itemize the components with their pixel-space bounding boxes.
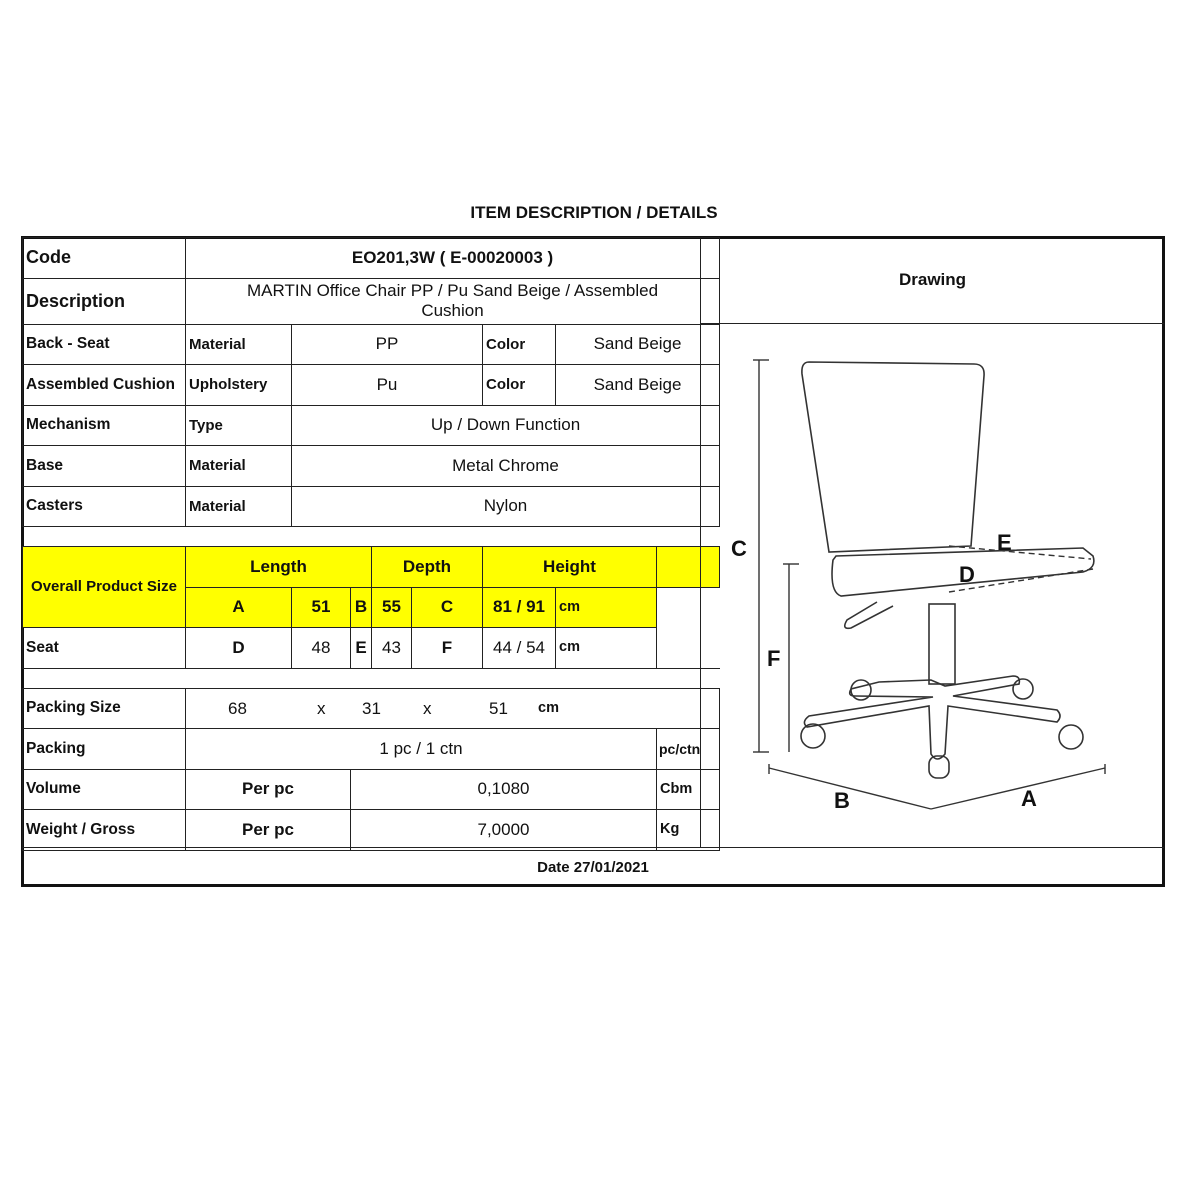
- caster-1: [801, 724, 825, 748]
- seat-label: Seat: [23, 628, 186, 669]
- spec-table: [22, 237, 720, 851]
- drawing-header: Drawing: [700, 237, 1164, 324]
- cushion-color-label: Color: [483, 365, 556, 406]
- volume-per: Per pc: [186, 769, 351, 810]
- base-label: Base: [23, 446, 186, 487]
- depth-header: Depth: [372, 547, 483, 588]
- base-attr: Material: [186, 446, 292, 487]
- mechanism-label: Mechanism: [23, 405, 186, 446]
- casters-label: Casters: [23, 486, 186, 527]
- code-label: Code: [23, 238, 186, 279]
- back-seat-attr: Material: [186, 324, 292, 365]
- caster-2: [851, 680, 871, 700]
- weight-label: Weight / Gross: [23, 810, 186, 851]
- dim-f-letter: F: [412, 628, 483, 669]
- casters-value: Nylon: [292, 486, 720, 527]
- dim-f-value: 44 / 54: [483, 628, 556, 669]
- weight-unit: Kg: [657, 810, 720, 851]
- packing-size-cell: [186, 688, 720, 729]
- base-value: Metal Chrome: [292, 446, 720, 487]
- overall-unit: cm: [556, 587, 657, 628]
- document-date: Date 27/01/2021: [22, 847, 1164, 886]
- document-title: ITEM DESCRIPTION / DETAILS: [470, 203, 718, 222]
- weight-value: 7,0000: [351, 810, 657, 851]
- volume-row: [23, 769, 720, 810]
- weight-row: [23, 810, 720, 851]
- dim-d-drawing-label: D: [959, 562, 975, 587]
- casters-row: [23, 486, 720, 527]
- back-seat-row: [23, 324, 720, 365]
- dim-d-value: 48: [292, 628, 351, 669]
- chair-base: [804, 676, 1060, 759]
- packing-x2: x: [423, 699, 432, 719]
- cushion-value: Pu: [292, 365, 483, 406]
- spacer-row-2: [23, 668, 720, 688]
- mechanism-row: [23, 405, 720, 446]
- volume-unit: Cbm: [657, 769, 720, 810]
- dim-b-drawing-label: B: [834, 788, 850, 813]
- dim-a-value: 51: [292, 587, 351, 628]
- cushion-row: [23, 365, 720, 406]
- volume-value: 0,1080: [351, 769, 657, 810]
- chair-column: [929, 604, 955, 684]
- packing-unit: pc/ctn: [657, 729, 720, 770]
- description-value: MARTIN Office Chair PP / Pu Sand Beige / Assembled Cushion: [186, 278, 720, 324]
- packing-label: Packing: [23, 729, 186, 770]
- dim-e-drawing-label: E: [997, 530, 1012, 555]
- cushion-attr: Upholstery: [186, 365, 292, 406]
- dim-a-drawing-label: A: [1021, 786, 1037, 811]
- length-header: Length: [186, 547, 372, 588]
- dim-b-letter: B: [351, 587, 372, 628]
- seat-unit: cm: [556, 628, 657, 669]
- mechanism-value: Up / Down Function: [292, 405, 720, 446]
- volume-label: Volume: [23, 769, 186, 810]
- back-seat-color-label: Color: [483, 324, 556, 365]
- packing-row: [23, 729, 720, 770]
- chair-drawing: [701, 324, 1165, 847]
- packing-size-row: [23, 688, 720, 729]
- height-header: Height: [483, 547, 657, 588]
- dim-e-value: 43: [372, 628, 412, 669]
- chair-backrest: [802, 362, 984, 552]
- weight-per: Per pc: [186, 810, 351, 851]
- back-seat-value: PP: [292, 324, 483, 365]
- packing-length: 68: [228, 699, 247, 719]
- cushion-label: Assembled Cushion: [23, 365, 186, 406]
- caster-3: [1059, 725, 1083, 749]
- packing-width: 31: [362, 699, 381, 719]
- casters-attr: Material: [186, 486, 292, 527]
- dim-c-letter: C: [412, 587, 483, 628]
- dim-c-drawing-label: C: [731, 536, 747, 561]
- dim-f-drawing-label: F: [767, 646, 781, 671]
- packing-height: 51: [489, 699, 508, 719]
- packing-size-label: Packing Size: [23, 688, 186, 729]
- dim-c-value: 81 / 91: [483, 587, 556, 628]
- code-row: [23, 238, 720, 279]
- description-row: [23, 278, 720, 324]
- overall-size-label: Overall Product Size: [23, 547, 186, 628]
- back-seat-color: Sand Beige: [556, 324, 720, 365]
- dim-a-letter: A: [186, 587, 292, 628]
- chair-lever: [845, 602, 893, 628]
- overall-header-row: [23, 547, 720, 588]
- dim-b-value: 55: [372, 587, 412, 628]
- packing-x1: x: [317, 699, 326, 719]
- spacer-row: [23, 527, 720, 547]
- dim-e-letter: E: [351, 628, 372, 669]
- drawing-panel: [700, 324, 1164, 847]
- mechanism-attr: Type: [186, 405, 292, 446]
- dim-d-letter: D: [186, 628, 292, 669]
- packing-value: 1 pc / 1 ctn: [186, 729, 657, 770]
- back-seat-label: Back - Seat: [23, 324, 186, 365]
- seat-row: [23, 628, 720, 669]
- base-row: [23, 446, 720, 487]
- description-label: Description: [23, 278, 186, 324]
- packing-size-unit: cm: [538, 700, 559, 717]
- caster-4: [1013, 679, 1033, 699]
- cushion-color: Sand Beige: [556, 365, 720, 406]
- code-value: EO201,3W ( E-00020003 ): [186, 238, 720, 279]
